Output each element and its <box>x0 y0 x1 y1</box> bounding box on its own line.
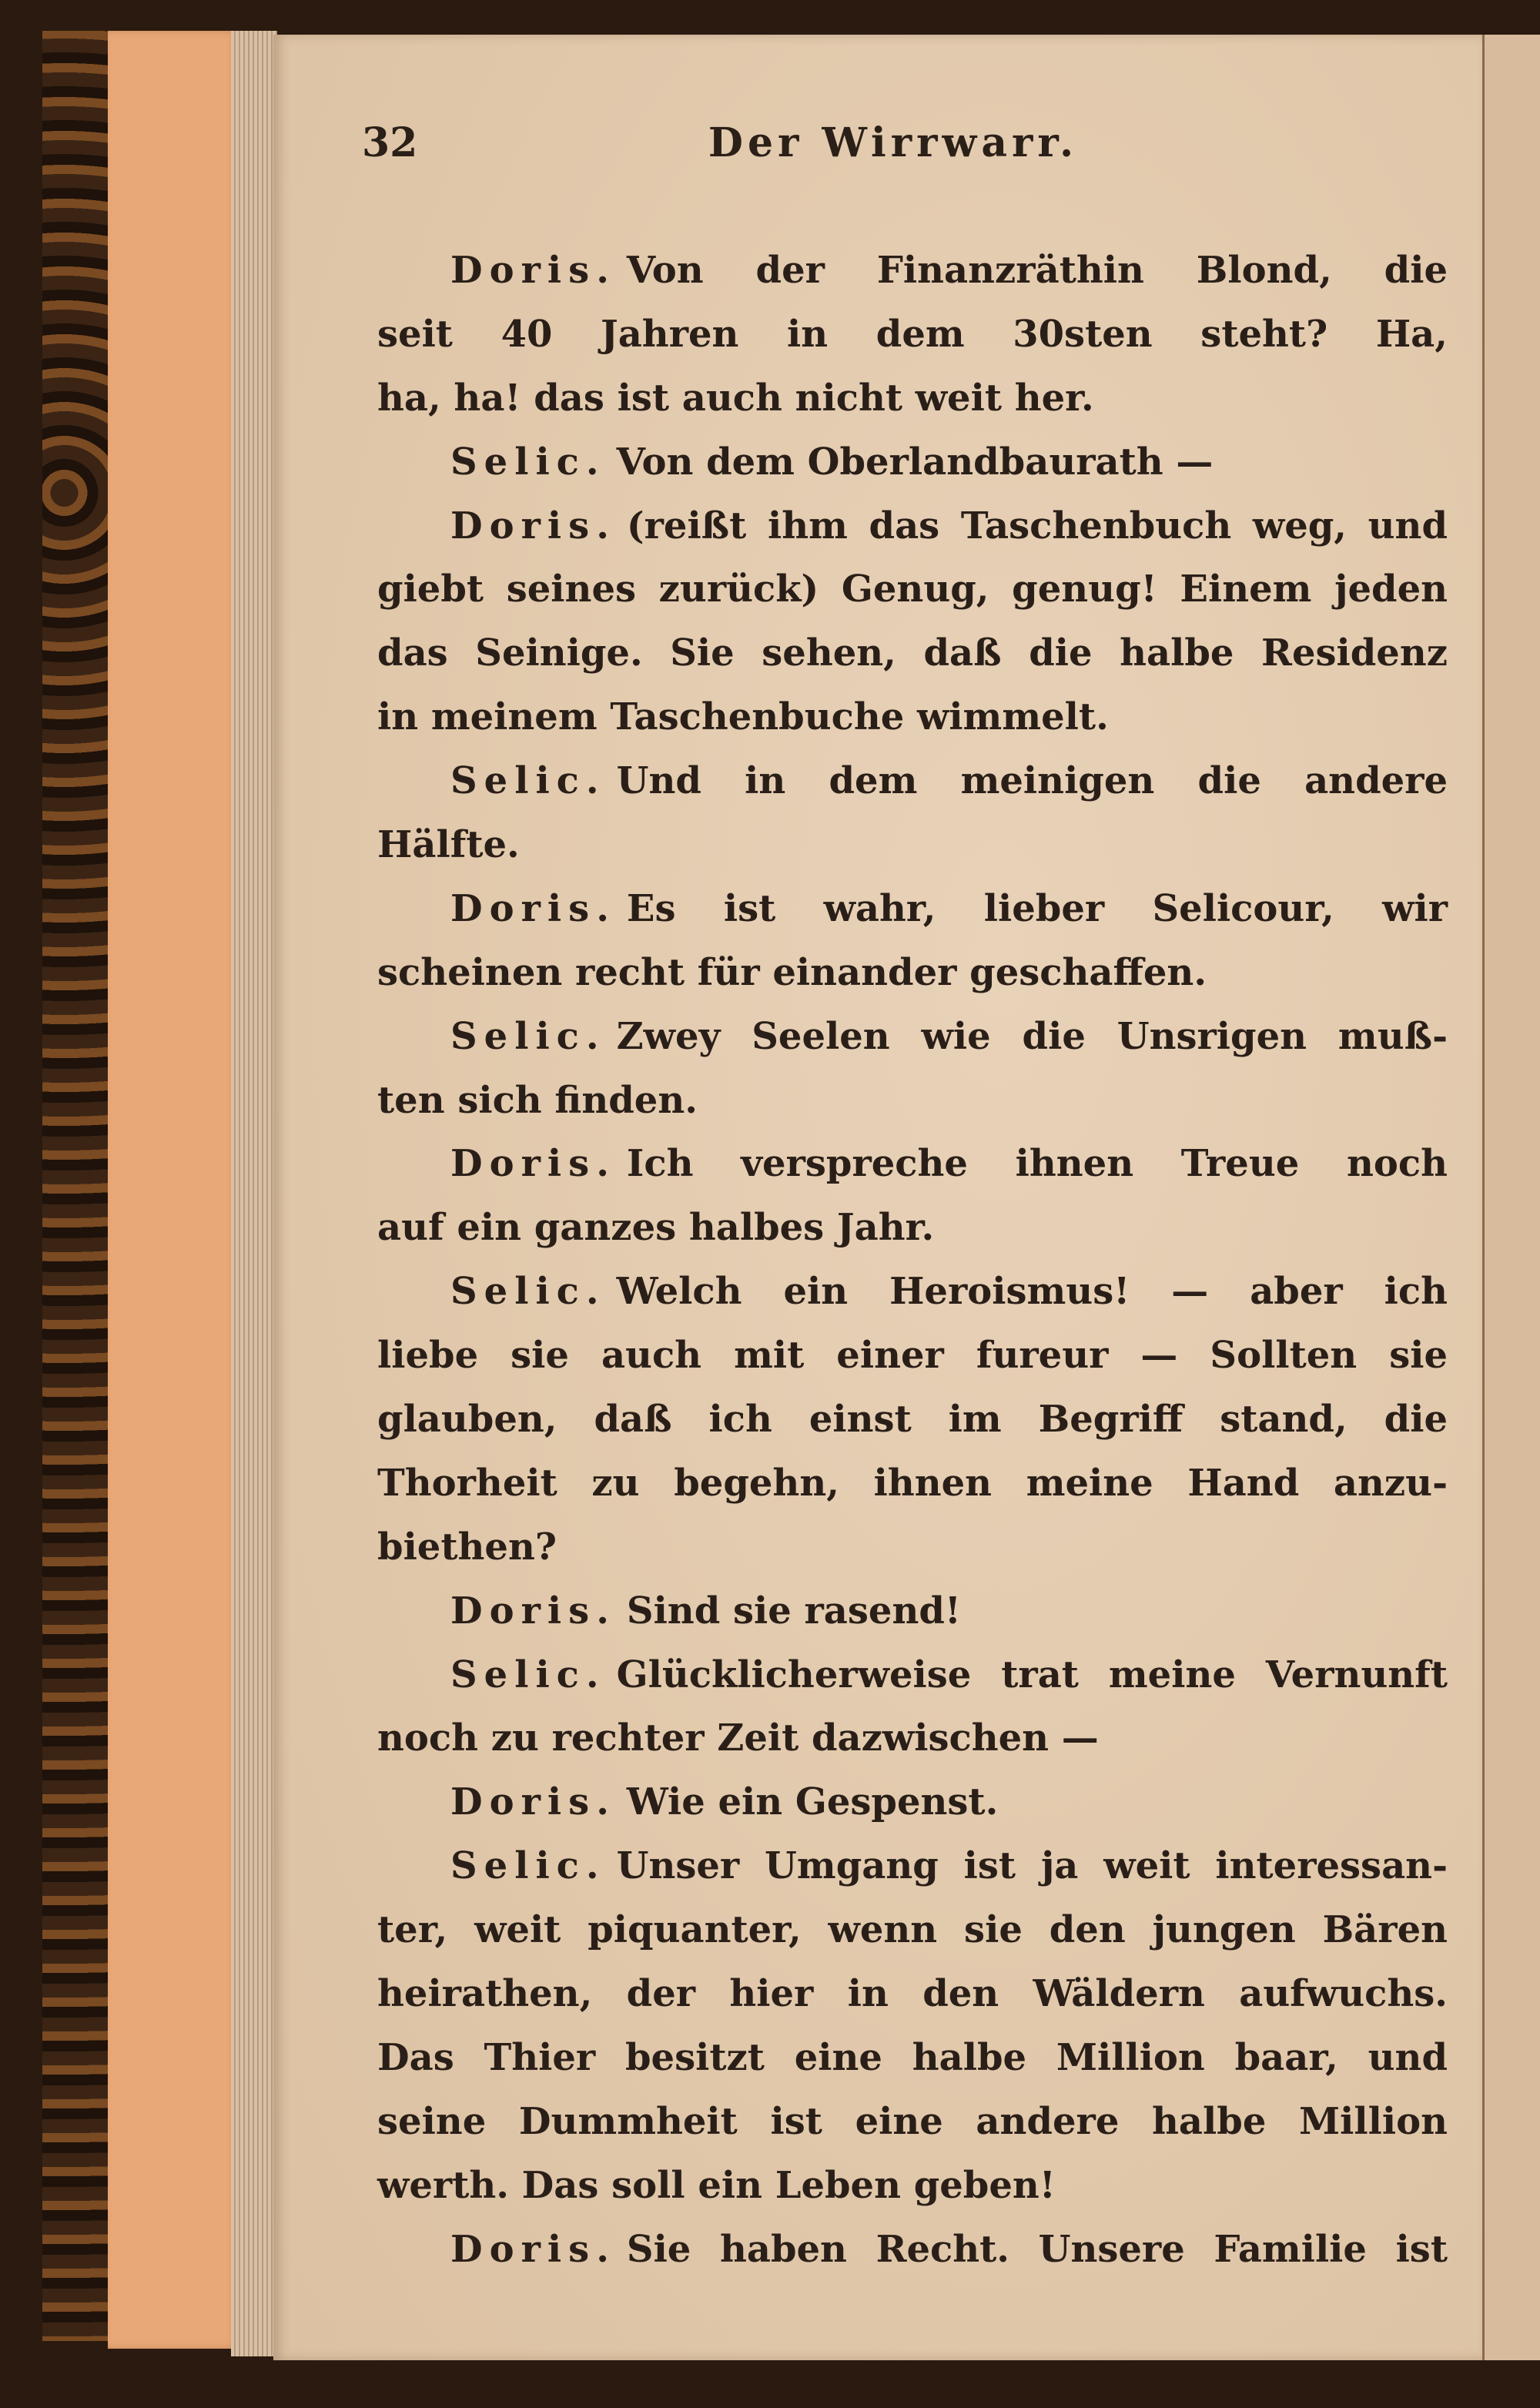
line-text: Zwey Seelen wie die Unsrigen muß- <box>616 1014 1448 1058</box>
text-line <box>377 877 1448 941</box>
speaker-name: Selic. <box>450 1270 606 1314</box>
line-text: noch zu rechter Zeit dazwischen — <box>377 1716 1099 1760</box>
page-stack-edge <box>231 31 277 2356</box>
line-text: Glücklicherweise trat meine Vernunft <box>616 1653 1448 1696</box>
text-line <box>377 1260 1448 1324</box>
text-line <box>377 2154 1448 2218</box>
text-line <box>377 1196 1448 1260</box>
text-line <box>377 1706 1448 1770</box>
text-line <box>377 1962 1448 2026</box>
text-line <box>377 941 1448 1005</box>
line-text: giebt seines zurück) Genug, genug! Einem jeden <box>377 568 1448 611</box>
line-text: auf ein ganzes halbes Jahr. <box>377 1206 935 1250</box>
line-text: Sind sie rasend! <box>626 1589 961 1633</box>
text-line <box>377 813 1448 877</box>
text-line <box>377 1898 1448 1962</box>
text-line <box>377 430 1448 494</box>
page-body-text <box>377 239 1448 2282</box>
text-line <box>377 685 1448 749</box>
text-line <box>377 303 1448 367</box>
line-text: ha, ha! das ist auch nicht weit her. <box>377 376 1094 420</box>
running-title: Der Wirrwarr. <box>708 119 1079 166</box>
line-text: ter, weit piquanter, wenn sie den jungen Bären <box>377 1908 1448 1952</box>
line-text: Sie haben Recht. Unsere Familie ist <box>626 2227 1448 2271</box>
line-text: Unser Umgang ist ja weit interessan- <box>616 1844 1448 1888</box>
line-text: Es ist wahr, lieber Selicour, wir <box>626 886 1448 930</box>
line-text: Welch ein Heroismus! — aber ich <box>616 1270 1448 1314</box>
text-line <box>377 1515 1448 1579</box>
line-text: biethen? <box>377 1525 557 1569</box>
text-line <box>377 494 1448 558</box>
line-text: in meinem Taschenbuche wimmelt. <box>377 695 1109 739</box>
speaker-name: Selic. <box>450 1014 606 1058</box>
line-text: Wie ein Gespenst. <box>626 1780 999 1824</box>
text-line <box>377 2090 1448 2154</box>
line-text: ten sich finden. <box>377 1078 698 1122</box>
speaker-name: Doris. <box>450 2227 616 2271</box>
text-line <box>377 558 1448 621</box>
text-line <box>377 1069 1448 1133</box>
speaker-name: Selic. <box>450 1844 606 1888</box>
line-text: glauben, daß ich einst im Begriff stand, die <box>377 1398 1448 1442</box>
facing-page-edge <box>1482 35 1540 2360</box>
line-text: liebe sie auch mit einer fureur — Sollten sie <box>377 1334 1448 1378</box>
speaker-name: Doris. <box>450 1142 616 1186</box>
line-text: das Seinige. Sie sehen, daß die halbe Residenz <box>377 631 1448 675</box>
speaker-name: Doris. <box>450 249 616 292</box>
speaker-name: Doris. <box>450 886 616 930</box>
text-line <box>377 1579 1448 1643</box>
text-line <box>377 1770 1448 1834</box>
line-text: Ich verspreche ihnen Treue noch <box>626 1142 1448 1186</box>
text-line <box>377 1834 1448 1898</box>
text-line <box>377 1005 1448 1069</box>
line-text: werth. Das soll ein Leben geben! <box>377 2163 1056 2207</box>
text-line <box>377 1388 1448 1452</box>
line-text: (reißt ihm das Taschenbuch weg, und <box>626 504 1448 548</box>
line-text: seit 40 Jahren in dem 30sten steht? Ha, <box>377 312 1448 356</box>
text-line <box>377 2026 1448 2090</box>
line-text: seine Dummheit ist eine andere halbe Million <box>377 2099 1448 2143</box>
speaker-name: Doris. <box>450 1589 616 1633</box>
speaker-name: Doris. <box>450 1780 616 1824</box>
text-line <box>377 1324 1448 1388</box>
text-line <box>377 1643 1448 1707</box>
page-header <box>362 119 1424 181</box>
text-line <box>377 239 1448 303</box>
text-line <box>377 621 1448 685</box>
text-line <box>377 749 1448 813</box>
line-text: Hälfte. <box>377 823 520 867</box>
page-number: 32 <box>362 119 418 166</box>
speaker-name: Selic. <box>450 759 606 803</box>
speaker-name: Selic. <box>450 1653 606 1696</box>
line-text: Von dem Oberlandbaurath — <box>616 440 1214 484</box>
text-line <box>377 1452 1448 1515</box>
text-line <box>377 367 1448 430</box>
text-line <box>377 2218 1448 2282</box>
line-text: scheinen recht für einander geschaffen. <box>377 950 1207 994</box>
speaker-name: Doris. <box>450 504 616 548</box>
line-text: Das Thier besitzt eine halbe Million baar, und <box>377 2035 1448 2079</box>
endpaper <box>108 31 239 2349</box>
line-text: Thorheit zu begehn, ihnen meine Hand anzu- <box>377 1461 1448 1505</box>
line-text: heirathen, der hier in den Wäldern aufwuchs. <box>377 1972 1448 2016</box>
speaker-name: Selic. <box>450 440 606 484</box>
text-line <box>377 1132 1448 1196</box>
book-cover-marbled <box>42 31 116 2341</box>
book-page <box>273 35 1482 2360</box>
line-text: Von der Finanzräthin Blond, die <box>626 249 1448 292</box>
line-text: Und in dem meinigen die andere <box>616 759 1448 803</box>
